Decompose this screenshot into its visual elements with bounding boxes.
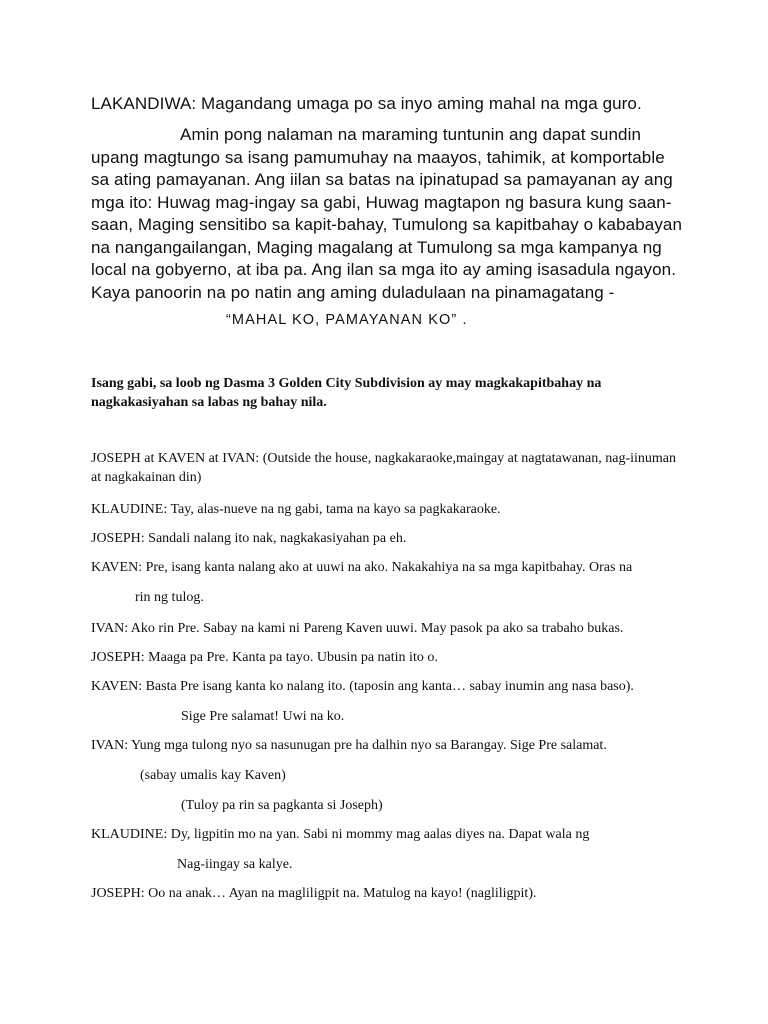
script-line: KAVEN: Basta Pre isang kanta ko nalang ito. (taposin ang kanta… sabay inumin ang nasa baso). [91, 679, 634, 694]
script-line: IVAN: Yung mga tulong nyo sa nasunugan pre ha dalhin nyo sa Barangay. Sige Pre salamat. [91, 738, 607, 753]
script-line: IVAN: Ako rin Pre. Sabay na kami ni Pareng Kaven uuwi. May pasok pa ako sa trabaho bukas. [91, 621, 624, 636]
script-line: JOSEPH: Oo na anak… Ayan na magliligpit na. Matulog na kayo! (nagliligpit). [91, 886, 537, 901]
script-line: KLAUDINE: Tay, alas-nueve na ng gabi, tama na kayo sa pagkakaraoke. [91, 502, 501, 517]
narrator-greeting: LAKANDIWA: Magandang umaga po sa inyo aming mahal na mga guro. [91, 94, 642, 113]
script-line: KAVEN: Pre, isang kanta nalang ako at uuwi na ako. Nakakahiya na sa mga kapitbahay. Oras na [91, 560, 633, 575]
script-line: Nag-iingay sa kalye. [177, 857, 293, 872]
script-line: Sige Pre salamat! Uwi na ko. [181, 709, 345, 724]
intro-paragraph: Amin pong nalaman na maraming tuntunin ang dapat sundin upang magtungo sa isang pamumuhay na maayos, tahimik, at komportable sa ating pamayanan. Ang iilan sa batas na ipinatupad sa pamayanan ay ang mga ito: Huwag mag-ingay sa gabi, Huwag magtapon ng basura kung saan-saan, Maging sensitibo sa kapit-bahay, Tumulong sa kapitbahay o kababayan na nangangailangan, Maging magalang at Tumulong sa mga kampanya ng local na gobyerno, at iba pa. Ang ilan sa mga ito ay aming isasadula ngayon. Kaya panoorin na po natin ang aming duladulaan na pinamagatang - [91, 125, 683, 302]
script-line: JOSEPH: Maaga pa Pre. Kanta pa tayo. Ubusin pa natin ito o. [91, 650, 438, 665]
script-line: JOSEPH at KAVEN at IVAN: (Outside the house, nagkakaraoke,maingay at nagtatawanan, nag-iinuman at nagkakainan din) [91, 451, 677, 485]
script-line: (Tuloy pa rin sa pagkanta si Joseph) [181, 798, 383, 813]
play-title: “MAHAL KO, PAMAYANAN KO” . [226, 312, 468, 328]
scene-description: Isang gabi, sa loob ng Dasma 3 Golden City Subdivision ay may magkakapitbahay na nagkakasiyahan sa labas ng bahay nila. [91, 376, 602, 410]
script-line: KLAUDINE: Dy, ligpitin mo na yan. Sabi ni mommy mag aalas diyes na. Dapat wala ng [91, 827, 590, 842]
script-line: (sabay umalis kay Kaven) [140, 768, 286, 783]
script-line: rin ng tulog. [135, 590, 204, 605]
script-line: JOSEPH: Sandali nalang ito nak, nagkakasiyahan pa eh. [91, 531, 407, 546]
